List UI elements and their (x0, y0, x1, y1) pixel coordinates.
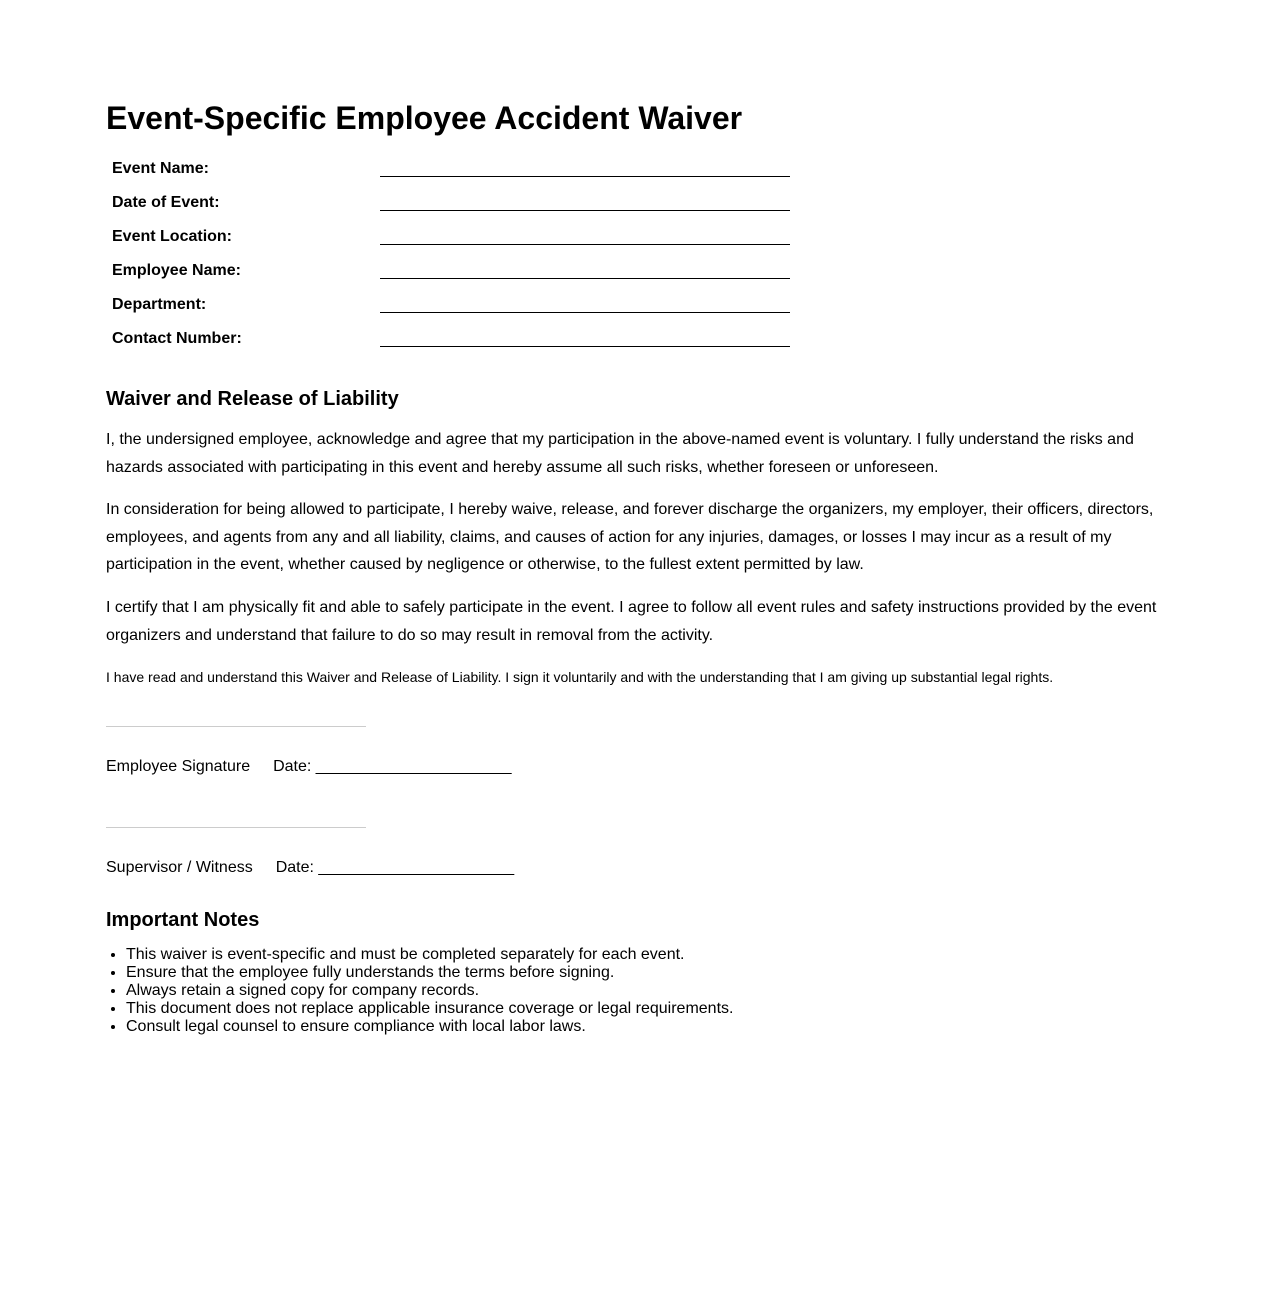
list-item: • Ensure that the employee fully understands the terms before signing. (126, 964, 733, 982)
field-label: Date of Event: (112, 194, 220, 211)
signature-label: Employee Signature (106, 758, 251, 775)
list-item: • Consult legal counsel to ensure compliance with local labor laws. (126, 1018, 733, 1036)
witness-signature-row (106, 858, 514, 878)
field-contact-number (112, 322, 802, 356)
list-item: • This waiver is event-specific and must be completed separately for each event. (126, 946, 733, 964)
waiver-paragraph: In consideration for being allowed to participate, I hereby waive, release, and forever discharge the organizers, my employer, their officers, directors, employees, and agents from any and all liability, claims, and causes of action for any injuries, damages, or losses I may incur as a result of my participation in the event, whether caused by negligence or otherwise, to the fullest extent permitted by law. (106, 501, 1154, 573)
event-info-fields (112, 152, 802, 356)
waiver-heading: Waiver and Release of Liability (106, 388, 399, 410)
blank-line (380, 210, 790, 211)
blank-line (380, 244, 790, 245)
field-date-of-event (112, 186, 802, 220)
notes-list (106, 946, 733, 1036)
notes-heading: Important Notes (106, 909, 260, 931)
blank-line (380, 176, 790, 177)
field-employee-name (112, 254, 802, 288)
document-title: Event-Specific Employee Accident Waiver (106, 100, 743, 136)
blank-line (380, 346, 790, 347)
employee-signature-row (106, 757, 512, 777)
field-label: Event Location: (112, 228, 233, 245)
blank-line (380, 278, 790, 279)
signature-label: Supervisor / Witness (106, 859, 253, 876)
signature-date: Date: ______________________ (273, 758, 512, 775)
field-label: Event Name: (112, 160, 209, 177)
waiver-paragraph: I, the undersigned employee, acknowledge and agree that my participation in the above-named event is voluntary. I fully understand the risks and hazards associated with participating in this event and hereby assume all such risks, whether foreseen or unforeseen. (106, 431, 1134, 476)
field-label: Contact Number: (112, 330, 242, 347)
field-event-location (112, 220, 802, 254)
signature-date: Date: ______________________ (275, 859, 515, 876)
acknowledgement-text: I have read and understand this Waiver and Release of Liability. I sign it voluntarily and with the understanding that I am giving up substantial legal rights. (106, 669, 1054, 685)
list-item: • This document does not replace applicable insurance coverage or legal requirements. (126, 1000, 733, 1018)
employee-signature-line (106, 726, 366, 727)
field-department (112, 288, 802, 322)
list-item: • Always retain a signed copy for company records. (126, 982, 733, 1000)
waiver-paragraph: I certify that I am physically fit and able to safely participate in the event. I agree to follow all event rules and safety instructions provided by the event organizers and understand that failure to do so may result in removal from the activity. (106, 599, 1157, 644)
field-event-name (112, 152, 802, 186)
field-label: Department: (112, 296, 207, 313)
field-label: Employee Name: (112, 262, 241, 279)
witness-signature-line (106, 827, 366, 828)
blank-line (380, 312, 790, 313)
